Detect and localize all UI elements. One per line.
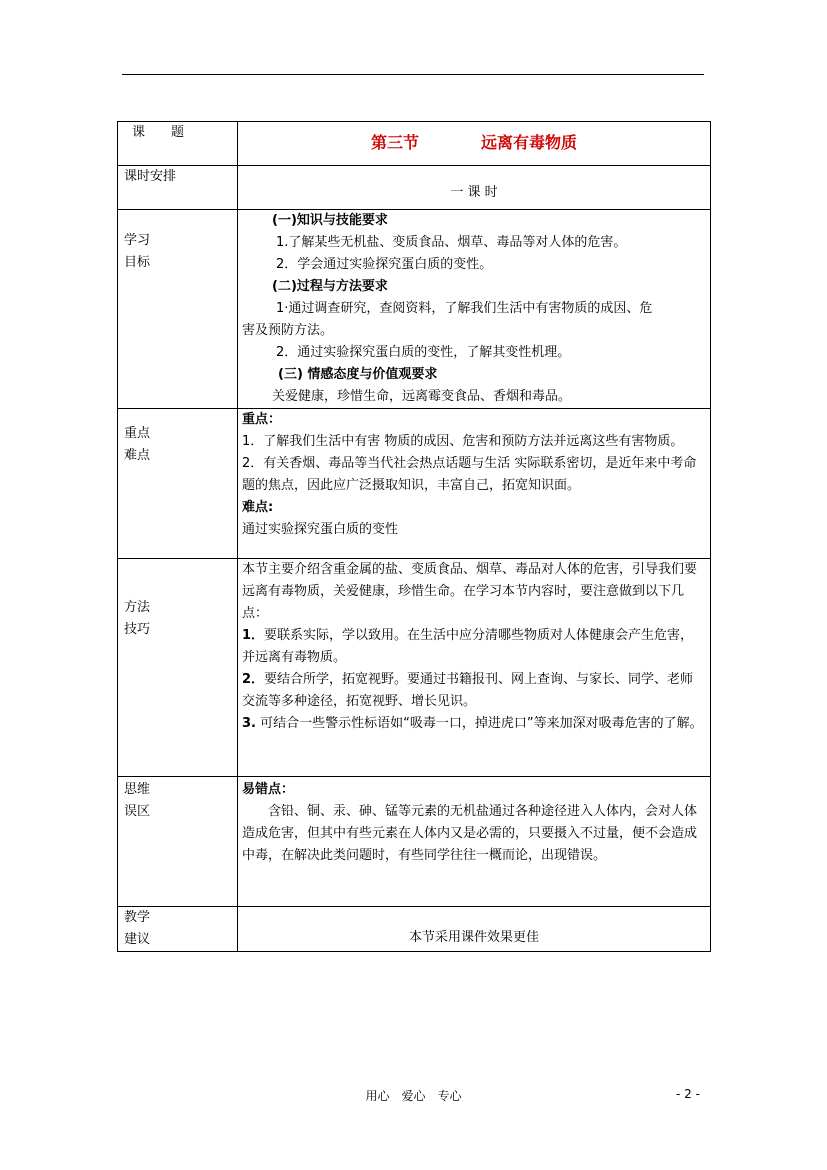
key-point-item: 1．了解我们生活中有害 物质的成因、危害和预防方法并远离这些有害物质。 (242, 434, 684, 449)
schedule-value: 一 课 时 (238, 166, 711, 210)
label-topic: 课 题 (118, 122, 238, 166)
objective-item: 关爱健康，珍惜生命，远离霉变食品、香烟和毒品。 (272, 389, 572, 404)
objectives-content (238, 210, 711, 409)
objective-item: 1·通过调查研究，查阅资料，了解我们生活中有害物质的成因、危 (276, 301, 653, 316)
method-item: 3. 可结合一些警示性标语如“吸毒一口，掉进虎口”等来加深对吸毒危害的了解。 (242, 716, 703, 731)
row-methods (118, 559, 711, 777)
misconceptions-heading: 易错点： (242, 782, 295, 797)
header-rule (122, 74, 704, 75)
key-points-heading: 重点： (242, 412, 282, 427)
objective-heading: (一)知识与技能要求 (272, 213, 388, 228)
suggestion-content: 本节采用课件效果更佳 (238, 907, 711, 952)
objective-item: 2．学会通过实验探究蛋白质的变性。 (276, 257, 493, 272)
methods-intro: 本节主要介绍含重金属的盐、变质食品、烟草、毒品对人体的危害，引导我们要远离有毒物质，关爱健康，珍惜生命。在学习本节内容时，要注意做到以下几点： (242, 562, 698, 621)
label-objectives: 学习 目标 (118, 210, 238, 409)
objective-item: 1.了解某些无机盐、变质食品、烟草、毒品等对人体的危害。 (276, 235, 627, 250)
misconceptions-content (238, 777, 711, 907)
label-methods: 方法 技巧 (118, 559, 238, 777)
method-item: 2．要结合所学，拓宽视野。要通过书籍报刊、网上查询、与家长、同学、老师交流等多种途径，拓宽视野、增长见识。 (242, 672, 694, 709)
row-objectives (118, 210, 711, 409)
difficult-text: 通过实验探究蛋白质的变性 (242, 522, 399, 537)
label-key-points: 重点 难点 (118, 409, 238, 559)
label-misconceptions: 思维 误区 (118, 777, 238, 907)
title-topic: 远离有毒物质 (481, 133, 578, 152)
objective-heading: (二)过程与方法要求 (272, 279, 388, 294)
label-suggestion: 教学 建议 (118, 907, 238, 952)
lesson-plan-table (117, 121, 711, 952)
title-section: 第三节 (370, 133, 419, 152)
objective-item: 害及预防方法。 (242, 323, 334, 338)
row-topic (118, 122, 711, 166)
label-schedule: 课时安排 (118, 166, 238, 210)
objective-heading: (三) 情感态度与价值观要求 (278, 367, 438, 382)
row-misconceptions (118, 777, 711, 907)
page-number: - 2 - (676, 1087, 700, 1101)
lesson-title (238, 122, 711, 166)
key-points-content (238, 409, 711, 559)
key-point-item: 2．有关香烟、毒品等当代社会热点话题与生活 实际联系密切，是近年来中考命题的焦点，因此应广泛摄取知识，丰富自己，拓宽知识面。 (242, 456, 697, 493)
footer-motto: 用心 爱心 专心 (365, 1089, 462, 1103)
objective-item: 2．通过实验探究蛋白质的变性，了解其变性机理。 (276, 345, 571, 360)
method-item: 1．要联系实际，学以致用。在生活中应分清哪些物质对人体健康会产生危害，并远离有毒物质。 (242, 628, 694, 665)
row-key-points (118, 409, 711, 559)
row-schedule (118, 166, 711, 210)
row-suggestion (118, 907, 711, 952)
misconceptions-text: 含铅、铜、汞、砷、锰等元素的无机盐通过各种途径进入人体内，会对人体造成危害，但其中有些元素在人体内又是必需的，只要摄入不过量，便不会造成中毒，在解决此类问题时，有些同学往往一概而论，出现错误。 (242, 804, 698, 863)
methods-content (238, 559, 711, 777)
difficult-heading: 难点: (242, 500, 274, 515)
